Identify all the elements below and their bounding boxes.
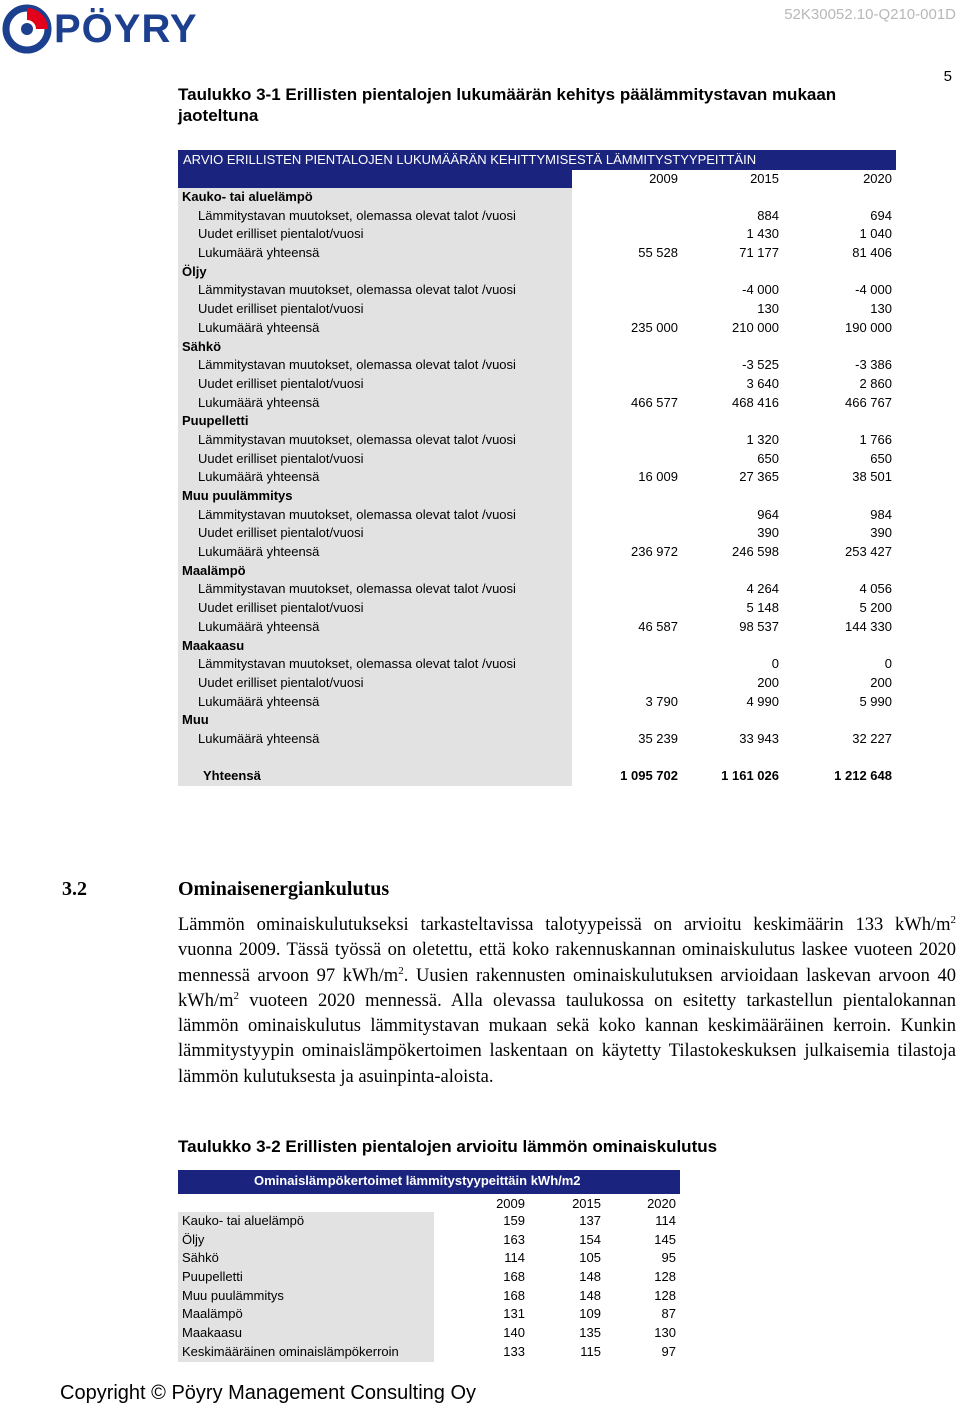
value-cell: 98 537: [739, 618, 779, 634]
total-row: [178, 767, 896, 786]
row-label: Lukumäärä yhteensä: [198, 469, 320, 485]
group-header-row: [178, 711, 896, 730]
row-label: Uudet erilliset pientalot/vuosi: [198, 301, 364, 317]
table-row: [178, 1324, 680, 1343]
value-cell: 4 990: [746, 693, 779, 709]
value-cell: 46 587: [638, 618, 678, 634]
row-label: Lämmitystavan muutokset, olemassa olevat talot /vuosi: [198, 282, 516, 298]
row-label-cell: [178, 1268, 434, 1287]
value-cell: 168: [503, 1269, 525, 1285]
value-cell: 4 264: [746, 581, 779, 597]
value-cell: 105: [579, 1250, 601, 1266]
paragraph-text-3: . Uusien rakennusten ominaiskulutuksen arvioidaan laskevan arvoon 40 kWh/m: [178, 965, 957, 1011]
paragraph-text-1: Lämmön ominaiskulutukseksi tarkasteltavissa talotyypeissä on arvioitu keskimäärin 133 kWh/m: [178, 915, 951, 935]
section-title: Ominaisenergiankulutus: [178, 878, 390, 900]
table2-caption: Taulukko 3-2 Erillisten pientalojen arvioitu lämmön ominaiskulutus: [178, 1137, 718, 1156]
value-cell: 95: [661, 1250, 676, 1266]
row-label-cell: [178, 767, 572, 786]
table2-header: [178, 1170, 680, 1194]
value-cell: 466 577: [631, 394, 678, 410]
row-label: Lämmitystavan muutokset, olemassa olevat talot /vuosi: [198, 506, 516, 522]
row-label: Lukumäärä yhteensä: [198, 618, 320, 634]
row-label-cell: [178, 263, 572, 282]
row-label-cell: [178, 506, 572, 525]
value-cell: 35 239: [638, 730, 678, 746]
value-cell: 140: [503, 1325, 525, 1341]
value-cell: 200: [870, 674, 892, 690]
table2-body: [178, 1212, 680, 1362]
value-cell: 984: [870, 506, 892, 522]
value-cell: 1 095 702: [620, 768, 678, 784]
row-label-cell: [178, 674, 572, 693]
row-label: Muu puulämmitys: [182, 1287, 284, 1303]
row-label-cell: [178, 468, 572, 487]
superscript: 2: [233, 989, 239, 1002]
row-label-cell: [178, 637, 572, 656]
table-row: [178, 207, 896, 226]
table-row: [178, 618, 896, 637]
value-cell: 87: [661, 1306, 676, 1322]
row-label: Kauko- tai aluelämpö: [182, 1213, 305, 1228]
row-label: Muu: [182, 712, 209, 728]
value-cell: 130: [757, 301, 779, 317]
table-row: [178, 749, 896, 768]
value-cell: 246 598: [732, 544, 779, 560]
row-label: Yhteensä: [203, 768, 261, 784]
row-label: Lämmitystavan muutokset, olemassa olevat talot /vuosi: [198, 357, 516, 373]
row-label: Öljy: [182, 1231, 205, 1247]
year-2020: 2020: [863, 171, 892, 186]
table1: [178, 150, 896, 786]
value-cell: 964: [757, 506, 779, 522]
section-number: 3.2: [62, 878, 87, 900]
value-cell: 154: [579, 1231, 601, 1247]
table-row: [178, 468, 896, 487]
table2-year-row: [178, 1194, 680, 1212]
row-label: Maalämpö: [182, 562, 246, 578]
value-cell: 3 790: [645, 693, 678, 709]
value-cell: 115: [580, 1343, 601, 1359]
table-row: [178, 300, 896, 319]
table-row: [178, 319, 896, 338]
row-label-cell: [178, 1249, 434, 1268]
year-2009: 2009: [496, 1196, 525, 1211]
table-row: [178, 1287, 680, 1306]
value-cell: 2 860: [859, 375, 892, 391]
row-label-cell: [178, 394, 572, 413]
value-cell: 114: [504, 1250, 525, 1266]
value-cell: 33 943: [739, 730, 779, 746]
table-row: [178, 1212, 680, 1231]
row-label: Uudet erilliset pientalot/vuosi: [198, 674, 364, 690]
row-label: Lämmitystavan muutokset, olemassa olevat talot /vuosi: [198, 656, 516, 672]
row-label-cell: [178, 562, 572, 581]
row-label: Lukumäärä yhteensä: [198, 730, 320, 746]
value-cell: 0: [771, 656, 779, 672]
table-row: [178, 1231, 680, 1250]
value-cell: 5 990: [859, 693, 892, 709]
value-cell: 148: [579, 1269, 601, 1285]
value-cell: 145: [654, 1231, 676, 1247]
value-cell: 32 227: [852, 730, 892, 746]
value-cell: 5 148: [746, 600, 779, 616]
value-cell: 55 528: [638, 245, 678, 261]
table-row: [178, 580, 896, 599]
value-cell: 38 501: [852, 469, 892, 485]
value-cell: 1 320: [746, 431, 779, 447]
row-label-cell: [178, 1287, 434, 1306]
value-cell: 650: [870, 450, 892, 466]
table2: [178, 1170, 680, 1362]
row-label: Uudet erilliset pientalot/vuosi: [198, 226, 364, 242]
value-cell: 128: [654, 1287, 676, 1303]
table-row: [178, 1268, 680, 1287]
row-label: Puupelletti: [182, 1269, 243, 1285]
row-label-cell: [178, 487, 572, 506]
value-cell: 168: [503, 1287, 525, 1303]
body-paragraph: [178, 913, 956, 1090]
value-cell: 236 972: [631, 544, 678, 560]
row-label: Lämmitystavan muutokset, olemassa olevat talot /vuosi: [198, 207, 516, 223]
value-cell: 130: [654, 1325, 676, 1341]
row-label-cell: [178, 1231, 434, 1250]
row-label-cell: [178, 1324, 434, 1343]
value-cell: 137: [579, 1213, 601, 1228]
table-row: [178, 693, 896, 712]
table-row: [178, 375, 896, 394]
table1-year-row: [572, 170, 896, 188]
value-cell: 1 430: [746, 226, 779, 242]
value-cell: 235 000: [631, 319, 678, 335]
paragraph-text-2: vuonna 2009. Tässä työssä on oletettu, että koko rakennuskannan ominaiskulutus laskee vuoteen 2020 mennessä arvoon 97 kWh/m: [178, 940, 956, 986]
table-row: [178, 356, 896, 375]
row-label: Kauko- tai aluelämpö: [182, 189, 313, 204]
row-label: Maakaasu: [182, 637, 245, 653]
row-label-cell: [178, 356, 572, 375]
row-label: Öljy: [182, 263, 207, 279]
row-label: Maalämpö: [182, 1306, 243, 1322]
row-label-cell: [178, 543, 572, 562]
table-row: [178, 1343, 680, 1362]
value-cell: 130: [870, 301, 892, 317]
value-cell: 16 009: [638, 469, 678, 485]
table-row: [178, 506, 896, 525]
value-cell: 71 177: [739, 245, 779, 261]
value-cell: 128: [654, 1269, 676, 1285]
row-label: Puupelletti: [182, 413, 249, 429]
value-cell: 390: [757, 525, 779, 541]
table-row: [178, 655, 896, 674]
table1-title: ARVIO ERILLISTEN PIENTALOJEN LUKUMÄÄRÄN KEHITTYMISESTÄ LÄMMITYSTYYPEITTÄIN: [183, 152, 757, 167]
superscript: 2: [398, 964, 404, 977]
row-label-cell: [178, 207, 572, 226]
value-cell: 1 212 648: [834, 768, 892, 784]
table1-caption: Taulukko 3-1 Erillisten pientalojen lukumäärän kehitys päälämmitystavan mukaan jaoteltuna: [178, 85, 837, 125]
page-number: 5: [943, 68, 952, 85]
row-label: Lukumäärä yhteensä: [198, 394, 320, 410]
row-label-cell: [178, 524, 572, 543]
value-cell: 27 365: [739, 469, 779, 485]
value-cell: 390: [870, 525, 892, 541]
row-label: Lämmitystavan muutokset, olemassa olevat talot /vuosi: [198, 581, 516, 597]
row-label-cell: [178, 599, 572, 618]
value-cell: 468 416: [732, 394, 779, 410]
value-cell: 210 000: [732, 319, 779, 335]
table2-title: Ominaislämpökertoimet lämmitystyypeittäin kWh/m2: [254, 1173, 581, 1188]
row-label-cell: [178, 450, 572, 469]
value-cell: 5 200: [859, 600, 892, 616]
copyright-footer: Copyright © Pöyry Management Consulting Oy: [60, 1382, 477, 1404]
value-cell: 144 330: [845, 618, 892, 634]
value-cell: 1 040: [859, 226, 892, 242]
value-cell: 135: [579, 1325, 601, 1341]
value-cell: 0: [884, 656, 892, 672]
year-2015: 2015: [572, 1196, 601, 1211]
value-cell: 159: [503, 1213, 525, 1228]
group-header-row: [178, 412, 896, 431]
row-label: Uudet erilliset pientalot/vuosi: [198, 525, 364, 541]
row-label-cell: [178, 431, 572, 450]
row-label-cell: [178, 580, 572, 599]
table-row: [178, 730, 896, 749]
poyry-emblem-icon: [2, 4, 52, 54]
paragraph-text-4: vuoteen 2020 mennessä. Alla olevassa taulukossa on esitetty tarkastellun pientalokannan lämmön ominaiskulutus lämmitystavan mukaan sekä koko kannan keskimääräinen kerroin. Kunkin lämmitystyypin ominaislämpökertoimen laskentaan on käytetty Tilastokeskuksen julkaisemia tilastoja lämmön kulutuksesta ja asuinpinta-aloista.: [178, 990, 956, 1087]
group-header-row: [178, 338, 896, 357]
value-cell: 200: [757, 674, 779, 690]
document-number: 52K30052.10-Q210-001D: [784, 6, 956, 23]
table-row: [178, 1305, 680, 1324]
row-label: Lukumäärä yhteensä: [198, 544, 320, 560]
value-cell: 114: [655, 1213, 676, 1228]
row-label-cell: [178, 281, 572, 300]
year-2020: 2020: [647, 1196, 676, 1211]
row-label: Sähkö: [182, 338, 222, 354]
row-label-cell: [178, 244, 572, 263]
value-cell: 884: [757, 207, 779, 223]
group-header-row: [178, 637, 896, 656]
row-label: Keskimääräinen ominaislämpökerroin: [182, 1343, 399, 1359]
value-cell: 4 056: [859, 581, 892, 597]
value-cell: 694: [870, 207, 892, 223]
table1-body: [178, 188, 896, 786]
row-label-cell: [178, 412, 572, 431]
row-label-cell: [178, 655, 572, 674]
row-label: Uudet erilliset pientalot/vuosi: [198, 450, 364, 466]
row-label-cell: [178, 319, 572, 338]
row-label-cell: [178, 693, 572, 712]
year-2009: 2009: [649, 171, 678, 186]
row-label-cell: [178, 730, 572, 749]
table-row: [178, 244, 896, 263]
row-label: Uudet erilliset pientalot/vuosi: [198, 375, 364, 391]
row-label: Maakaasu: [182, 1325, 242, 1341]
row-label-cell: [178, 618, 572, 637]
table-row: [178, 394, 896, 413]
value-cell: 109: [579, 1306, 601, 1322]
value-cell: 1 766: [859, 431, 892, 447]
row-label-cell: [178, 375, 572, 394]
logo-text: PÖYRY: [54, 7, 198, 51]
value-cell: -4 000: [855, 282, 892, 298]
row-label-cell: [178, 188, 572, 207]
row-label-cell: [178, 225, 572, 244]
row-label-cell: [178, 300, 572, 319]
value-cell: 81 406: [852, 245, 892, 261]
value-cell: 253 427: [845, 544, 892, 560]
table-row: [178, 1249, 680, 1268]
row-label: Sähkö: [182, 1250, 219, 1266]
value-cell: 97: [661, 1343, 676, 1359]
row-label: Lämmitystavan muutokset, olemassa olevat talot /vuosi: [198, 431, 516, 447]
group-header-row: [178, 562, 896, 581]
value-cell: 466 767: [845, 394, 892, 410]
row-label-cell: [178, 711, 572, 730]
row-label: Lukumäärä yhteensä: [198, 245, 320, 261]
group-header-row: [178, 263, 896, 282]
table-row: [178, 225, 896, 244]
value-cell: -4 000: [742, 282, 779, 298]
value-cell: 1 161 026: [721, 768, 779, 784]
value-cell: -3 525: [742, 357, 779, 373]
value-cell: 650: [757, 450, 779, 466]
row-label-cell: [178, 338, 572, 357]
superscript: 2: [950, 913, 956, 926]
row-label-cell: [178, 1343, 434, 1362]
row-label: Uudet erilliset pientalot/vuosi: [198, 600, 364, 616]
row-label-cell: [178, 1212, 434, 1231]
value-cell: -3 386: [855, 357, 892, 373]
table1-header: [178, 150, 896, 188]
value-cell: 148: [579, 1287, 601, 1303]
section-heading: [62, 878, 389, 901]
row-label-cell: [178, 749, 572, 768]
group-header-row: [178, 188, 896, 207]
table-row: [178, 450, 896, 469]
row-label: Muu puulämmitys: [182, 488, 293, 503]
table-row: [178, 281, 896, 300]
table-row: [178, 524, 896, 543]
table-row: [178, 431, 896, 450]
value-cell: 163: [503, 1231, 525, 1247]
value-cell: 190 000: [845, 319, 892, 335]
year-2015: 2015: [750, 171, 779, 186]
group-header-row: [178, 487, 896, 506]
value-cell: 131: [503, 1306, 525, 1322]
table-row: [178, 543, 896, 562]
value-cell: 133: [503, 1343, 525, 1359]
row-label-cell: [178, 1305, 434, 1324]
row-label: Lukumäärä yhteensä: [198, 319, 320, 335]
table-row: [178, 674, 896, 693]
value-cell: 3 640: [746, 375, 779, 391]
poyry-logo: [2, 4, 198, 54]
table-row: [178, 599, 896, 618]
row-label: Lukumäärä yhteensä: [198, 693, 320, 709]
